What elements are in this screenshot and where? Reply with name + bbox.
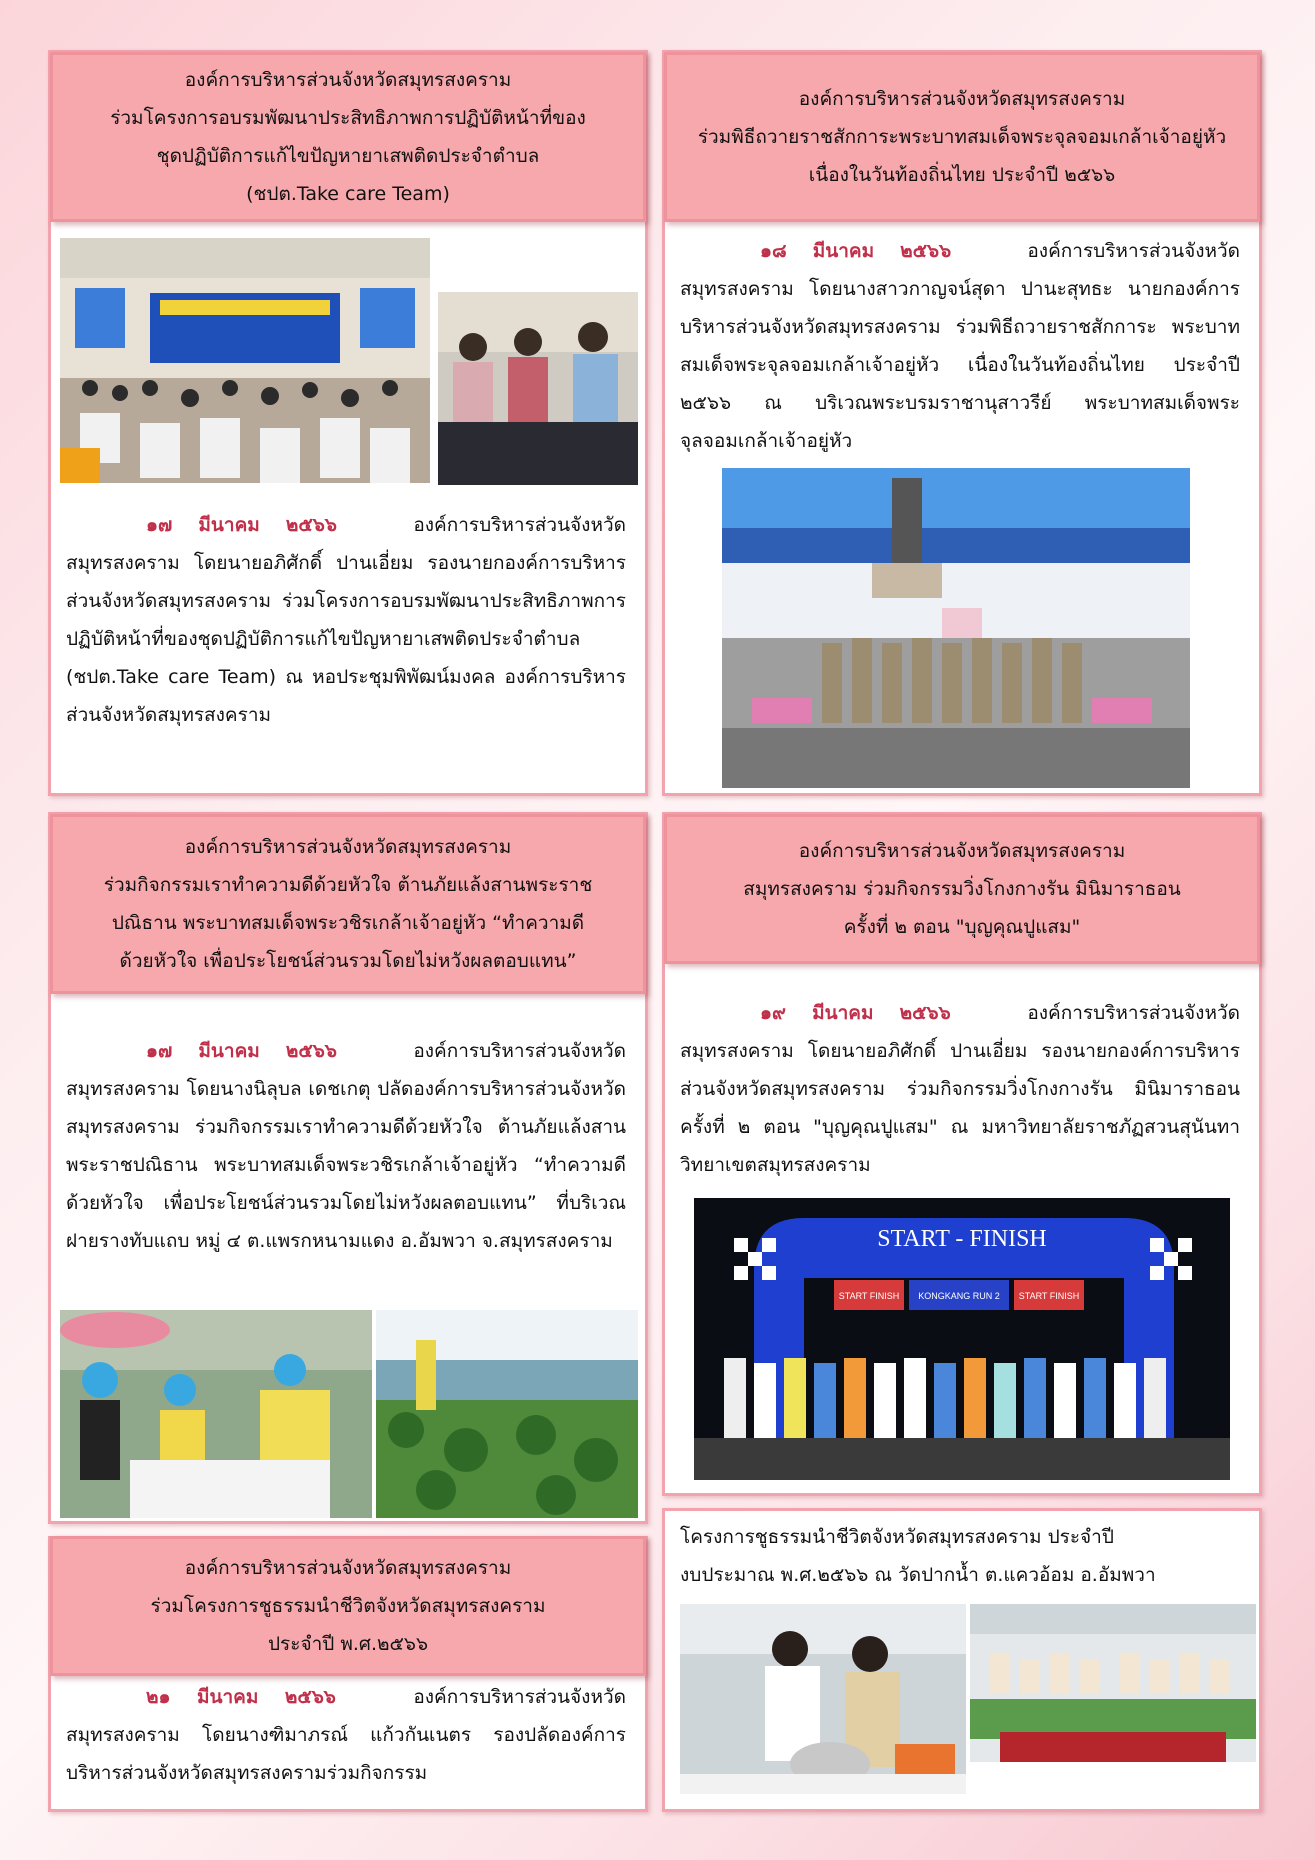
section-4-arch-text: START - FINISH <box>877 1226 1047 1252</box>
section-6-caption <box>680 1518 1246 1594</box>
section-2-header <box>664 52 1260 222</box>
section-4-date: ๑๙ มีนาคม ๒๕๖๖ <box>760 1002 951 1024</box>
section-1-photo-audience <box>438 292 638 485</box>
section-2-title-line-3: เนื่องในวันท้องถิ่นไทย ประจำปี ๒๕๖๖ <box>808 164 1116 186</box>
section-4-banner-center: KONGKANG RUN 2 <box>918 1291 1000 1301</box>
section-5-title-line-2: ร่วมโครงการชูธรรมนำชีวิตจังหวัดสมุทรสงคราม <box>150 1595 546 1617</box>
section-4-body <box>680 994 1240 1184</box>
section-5-body-text: องค์การบริหารส่วนจังหวัดสมุทรสงคราม โดยนางฑิมาภรณ์ แก้วกันเนตร รองปลัดองค์การบริหารส่วนจังหวัดสมุทรสงครามร่วมกิจกรรม <box>66 1686 626 1784</box>
section-3-title-line-2: ร่วมกิจกรรมเราทำความดีด้วยหัวใจ ต้านภัยแล้งสานพระราช <box>103 874 593 896</box>
section-5-body <box>66 1678 626 1792</box>
section-2-body <box>680 232 1240 460</box>
section-5-title-line-3: ประจำปี พ.ศ.๒๕๖๖ <box>267 1633 429 1655</box>
section-1-header <box>50 52 646 222</box>
section-4-photo-start-finish-arch <box>694 1198 1230 1480</box>
section-1-title-line-3: ชุดปฏิบัติการแก้ไขปัญหายาเสพติดประจำตำบล <box>156 145 540 167</box>
section-3-photo-registration <box>60 1310 372 1518</box>
section-3-title-line-1: องค์การบริหารส่วนจังหวัดสมุทรสงคราม <box>184 836 512 858</box>
section-2-title-line-2: ร่วมพิธีถวายราชสักการะพระบาทสมเด็จพระจุลจอมเกล้าเจ้าอยู่หัว <box>697 126 1227 148</box>
section-1-title-line-2: ร่วมโครงการอบรมพัฒนาประสิทธิภาพการปฏิบัติหน้าที่ของ <box>110 107 586 129</box>
section-3-body <box>66 1032 626 1260</box>
section-6-caption-line-1: โครงการชูธรรมนำชีวิตจังหวัดสมุทรสงคราม ประจำปี <box>680 1526 1114 1548</box>
section-6-photo-ceremony-bowl <box>680 1604 966 1794</box>
section-6-caption-line-2: งบประมาณ พ.ศ.๒๕๖๖ ณ วัดปากน้ำ ต.แควอ้อม อ.อัมพวา <box>680 1564 1156 1586</box>
section-5-header <box>50 1536 646 1676</box>
section-2-date: ๑๘ มีนาคม ๒๕๖๖ <box>760 240 952 262</box>
section-1-photo-conference-hall <box>60 238 430 483</box>
section-3-date: ๑๗ มีนาคม ๒๕๖๖ <box>146 1040 337 1062</box>
section-6-photo-hall-audience <box>970 1604 1256 1762</box>
section-3-body-text: องค์การบริหารส่วนจังหวัดสมุทรสงคราม โดยนางนิลุบล เดชเกตุ ปลัดองค์การบริหารส่วนจังหวัดสมุทรสงคราม ร่วมกิจกรรมเราทำความดีด้วยหัวใจ ต้านภัยแล้งสานพระราชปณิธาน พระบาทสมเด็จพระวชิรเกล้าเจ้าอยู่หัว “ทำความดี ด้วยหัวใจ เพื่อประโยชน์ส่วนรวมโดยไม่หวังผลตอบแทน” ที่บริเวณฝายรางทับแถบ หมู่ ๔ ต.แพรกหนามแดง อ.อัมพวา จ.สมุทรสงคราม <box>66 1040 626 1252</box>
section-2-photo-monument-ceremony <box>722 468 1190 788</box>
section-2-body-text: องค์การบริหารส่วนจังหวัดสมุทรสงคราม โดยนางสาวกาญจน์สุดา ปานะสุทธะ นายกองค์การบริหารส่วนจังหวัดสมุทรสงคราม ร่วมพิธีถวายราชสักการะ พระบาทสมเด็จพระจุลจอมเกล้าเจ้าอยู่หัว เนื่องในวันท้องถิ่นไทย ประจำปี ๒๕๖๖ ณ บริเวณพระบรมราชานุสาวรีย์ พระบาทสมเด็จพระจุลจอมเกล้าเจ้าอยู่หัว <box>680 240 1241 452</box>
section-1-date: ๑๗ มีนาคม ๒๕๖๖ <box>146 514 337 536</box>
section-3-photo-water-hyacinth <box>376 1310 638 1518</box>
section-4-body-text: องค์การบริหารส่วนจังหวัดสมุทรสงคราม โดยนายอภิศักดิ์ ปานเอี่ยม รองนายกองค์การบริหารส่วนจังหวัดสมุทรสงคราม ร่วมกิจกรรมวิ่งโกงกางรัน มินิมาราธอน ครั้งที่ ๒ ตอน "บุญคุณปูแสม" ณ มหาวิทยาลัยราชภัฏสวนสุนันทา วิทยาเขตสมุทรสงคราม <box>680 1002 1240 1176</box>
section-4-banner-right: START FINISH <box>1018 1291 1080 1301</box>
section-1-title-line-1: องค์การบริหารส่วนจังหวัดสมุทรสงคราม <box>184 69 512 91</box>
section-2-title-line-1: องค์การบริหารส่วนจังหวัดสมุทรสงคราม <box>798 88 1126 110</box>
section-4-title-line-2: สมุทรสงคราม ร่วมกิจกรรมวิ่งโกงกางรัน มินิมาราธอน <box>743 878 1181 900</box>
section-5-title-line-1: องค์การบริหารส่วนจังหวัดสมุทรสงคราม <box>184 1557 512 1579</box>
section-4-title-line-1: องค์การบริหารส่วนจังหวัดสมุทรสงคราม <box>798 840 1126 862</box>
section-1-body-text: องค์การบริหารส่วนจังหวัดสมุทรสงคราม โดยนายอภิศักดิ์ ปานเอี่ยม รองนายกองค์การบริหารส่วนจังหวัดสมุทรสงคราม ร่วมโครงการอบรมพัฒนาประสิทธิภาพการปฏิบัติหน้าที่ของชุดปฏิบัติการแก้ไขปัญหายาเสพติดประจำตำบล (ชปต.Take care Team) ณ หอประชุมพิพัฒน์มงคล องค์การบริหารส่วนจังหวัดสมุทรสงคราม <box>66 514 626 726</box>
section-3-title-line-3: ปณิธาน พระบาทสมเด็จพระวชิรเกล้าเจ้าอยู่หัว “ทำความดี <box>111 912 585 934</box>
section-3-title-line-4: ด้วยหัวใจ เพื่อประโยชน์ส่วนรวมโดยไม่หวังผลตอบแทน” <box>119 950 577 972</box>
section-4-header <box>664 814 1260 964</box>
section-3-header <box>50 814 646 994</box>
section-1-body <box>66 506 626 734</box>
section-4-banner-left: START FINISH <box>838 1291 900 1301</box>
section-5-date: ๒๑ มีนาคม ๒๕๖๖ <box>146 1686 336 1708</box>
section-4-title-line-3: ครั้งที่ ๒ ตอน "บุญคุณปูแสม" <box>843 916 1081 938</box>
section-1-title-line-4: (ชปต.Take care Team) <box>246 183 450 205</box>
